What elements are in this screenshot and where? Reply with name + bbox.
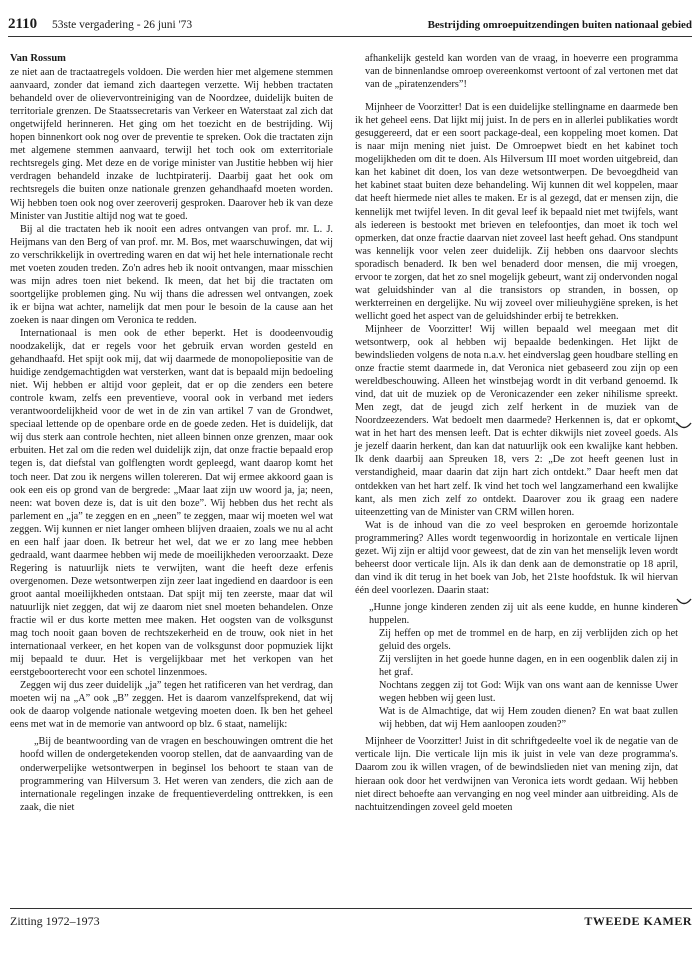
paragraph: Internationaal is men ook de ether beperkt. Het is doodeenvoudig noodzakelijk, dat er regels voor het gebruik ervan worden gesteld en gehandhaafd. Het spijt ook mij, dat wij daarmede de monopoliepositie van de huidige zendgemachtigden wat versterken, want dat is bepaald mijn bedoeling niet. Wij hebben er altijd voor gepleit, dat er op die zenders een betere controle kwam, zelfs een preventieve, vooral ook in verband met ieders verantwoordelijkheid voor de wet in de zin van artikel 7 van de Grondwet, speciaal lettende op de openbare orde en de goede zeden. Het is duidelijk, dat wij dus sterk aan controle hechten, niet alleen binnen onze grenzen, maar ook erbuiten. Het zal om die reden wel duidelijk zijn, dat onze fractie bepaald erop tegen is, dat diefstal van golflengten wordt gepleegd, want daarop komt het toch neer. Dat zou ik nergens willen tolereren. Dat wij ermee akkoord gaan is ook een eis op grond van de bergrede: „Maar laat zijn uw woord ja, ja; neen, neen: wat boven deze is, dat is uit den boze”. Wij hebben dus het recht als parlement en „ja” te zeggen en en „neen” te zeggen, maar wij moeten wel wat zeggen. Wij kunnen er niet langer omheen blijven draaien, zoals we nu al acht en een half jaar doen. Ik betreur het wel, dat we er zo lang mee hebben gedraald, want daarmee hebben wij mede de moeilijkheden veroorzaakt. Deze Regering is natuurlijk niets te verwijten, want die heeft deze erfenis overgenomen. Deze wetsontwerpen zijn zeer laat ingediend en daardoor is een groot aantal moeilijkheden ontstaan. Dat spijt mij ten zeerste, maar dat wil natuurlijk niet zeggen, dat wij ze daarom niet snel moeten behandelen. Onze fractie wil er dus korte metten mee maken. Het oogsten van de volksgunst mag toch nooit gaan boven de rechtszekerheid en de trouw, ook niet in het internationaal verkeer, en het kopen van de volksgunst door popmuziek lijkt mij bepaald te duur. Het is vergelijkbaar met het verkopen van het eerstgeboorterecht voor een schotel linzenmoes.	[10, 327, 333, 679]
verse-line: Wat is de Almachtige, dat wij Hem zouden dienen? En wat baat zullen wij hebben, dat wij Hem aanloopen zouden?”	[379, 706, 678, 731]
paragraph: Wat is de inhoud van die zo veel besproken en geroemde horizontale programmering? Alles wordt tegenwoordig in horizontale en verticale lijnen gezet. Wij zijn er altijd voor geweest, dat de zin van het menselijk leven wordt beheerst door verticale lijn. Als ik dan denk aan de demonstratie op 18 april, dan vind ik dit terug in het boek van Job, het 21ste hoofdstuk. Ik wil hiervan één deel voorlezen. Daarin staat:	[355, 519, 678, 596]
chamber-name: TWEEDE KAMER	[584, 914, 692, 928]
verse-line: Zij verslijten in het goede hunne dagen, en in een oogenblik dalen zij in het graf.	[379, 654, 678, 679]
verse-quote	[365, 601, 678, 731]
page-header	[8, 14, 692, 37]
running-title: Bestrijding omroepuitzendingen buiten nationaal gebied	[427, 19, 692, 31]
paragraph: Zeggen wij dus zeer duidelijk „ja” tegen het ratificeren van het verdrag, dan moeten wij na „A” ook „B” zeggen. Het is daarom vanzelfsprekend, dat wij ook de daarop volgende nationale wetgeving moeten doen. Ik ben het geheel eens met wat in de memorie van antwoord op blz. 6 staat, namelijk:	[10, 680, 333, 731]
verse-line: Zij heffen op met de trommel en de harp, en zij verblijden zich op het geluid des orgels.	[379, 628, 678, 653]
block-quote-continued	[365, 52, 678, 91]
quote-text: afhankelijk gesteld kan worden van de vraag, in hoeverre een programma van de binnenlandse omroep overeenkomst vertoont of zal vertonen met dat van de „piratenzenders”!	[365, 53, 678, 91]
page-number: 2110	[8, 16, 38, 32]
session-years: Zitting 1972–1973	[10, 914, 100, 928]
paragraph: Mijnheer de Voorzitter! Wij willen bepaald wel meegaan met dit wetsontwerp, ook al hebben wij bepaalde bedenkingen. Het lijkt de bewindslieden volgens de nota n.a.v. het eindverslag geen houdbare stelling en onze fractie stemt daarmede in, dat Veronica niet gebaseerd zou zijn op een wereldbeschouwing. Alleen het winstbejag wordt in dit verband genoemd. Ik vind, dat uit de muziek op de Veronicazender een zeker nihilisme spreekt. Men zegt, dat de jeugd zich zelf herkent in de muziek van de Noordzeezenders. Wat bedoelt men daarmede? Herkennen is, dat er opkomt, wat in het hart des mensen leeft. Dat is echter dikwijls niet zoveel goeds. Als je jezelf daarin herkent, dan kan dat natuurlijk ook een kwalijke kant hebben. Ik denk daarbij aan Spreuken 18, vers 2: „De zot heeft geenen lust in verstandigheid, maar daarin dat zijn hart zich ontdekt.” Daar heeft men dat ontdekken van het hart zelf. Ik vind het toch wel langzamerhand een kwalijke kant, als men zich zelf zo ontdekt. Daarover zou ik graag een nadere uiteenzetting van de Minister van CRM willen horen.	[355, 323, 678, 518]
verse-line: Nochtans zeggen zij tot God: Wijk van ons want aan de kennisse Uwer wegen hebben wij geen lust.	[379, 680, 678, 705]
quote-text: „Bij de beantwoording van de vragen en beschouwingen omtrent die het hoofd willen de ondergetekenden voorop stellen, dat de aanvaarding van de onderwerpelijke wetsontwerpen in beginsel los behoort te staan van de programmering van Hilversum 3. Het weren van zenders, die zich aan de internationale regelingen inzake de frequentieverdeling onttrekken, is een zaak, die niet	[20, 736, 333, 813]
page-footer	[10, 908, 692, 929]
paragraph: Mijnheer de Voorzitter! Dat is een duidelijke stellingname en daarmede ben ik het geheel eens. Dat lijkt mij juist. In de pers en in allerlei publikaties wordt gesuggereerd, dat er een soort package-deal, een koppeling moet komen. Dat is naar mijn mening niet juist. De Omroepwet biedt en het kabinet toch mogelijkheden om dit te doen. Als Hilversum III moet worden uitgebreid, dan kan het kabinet dit doen, los van deze wetsontwerpen. De bevoegdheid van het kabinet staat buiten deze behandeling. Wij kunnen dit wel koppelen, maar dat heeft hiermede niet alles te maken. Er is al gezegd, dat er mensen zijn, die kennelijk met twijfel leven. In dit geval leef ik bepaald niet met twijfels, want als iedereen is bestookt met brieven en telefoontjes, dan moet ik toch wel opmerken, dat onze fractie daarvan niet zoveel last heeft gehad. Ons standpunt was kennelijk voor velen zeer duidelijk. Zij hebben ons daarvoor slechts sporadisch benaderd. Ik ben wel benaderd door mensen, die mij vroegen, ervoor te zorgen, dat het zo snel mogelijk gebeurt, want zij ondervonden nogal wat geluidshinder van al die transistors op stranden, in bossen, op werkterreinen en dergelijke. Nu wij zoveel over milieuhygiëne spreken, is het wellicht goed het aspect van de geluidshinder erbij te betrekken.	[355, 102, 678, 322]
speaker-name: Van Rossum	[10, 53, 66, 64]
block-quote	[20, 735, 333, 813]
session-date: 53ste vergadering - 26 juni '73	[52, 19, 193, 31]
paragraph: ze niet aan de tractaatregels voldoen. Die werden hier met algemene stemmen aanvaard, zonder dat iemand zich daartegen verzette. Wij hebben tractaten behandeld over de olievervontreiniging van de Noordzee, duidelijk buiten de territoriale grenzen. De Staatssecretaris van Verkeer en Waterstaat zal zich dat ongetwijfeld herinneren. Het ging om het toezicht en de bestrijding. Wij hopen binnenkort ook nog over de preventie te spreken. Ook die tractaten zijn met algemene stemmen aanvaard, terwijl het toch ook om exterritoriale rechtsregels ging. Met deze en de vorige minister van Justitie hebben wij hier verdragen behandeld inzake de luchtpiraterij. Daarbij gaat het ook om rechtsregels die buiten onze nationale grenzen gehandhaafd moeten worden. Wij hebben toen ook nog over zeeroverij gesproken. Daarover heb ik van deze Minister van Justitie altijd nog wat te goed.	[10, 67, 333, 222]
verse-line: „Hunne jonge kinderen zenden zij uit als eene kudde, en hunne kinderen huppelen.	[369, 601, 678, 626]
left-column	[10, 52, 333, 818]
right-column	[355, 52, 678, 814]
margin-bracket-mark	[676, 420, 692, 432]
paragraph: Mijnheer de Voorzitter! Juist in dit schriftgedeelte voel ik de negatie van de verticale lijn. Die verticale lijn mis ik juist in vele van deze programma's. Daarom zou ik willen vragen, of de bewindslieden niet van mening zijn, dat hieraan ook door het verdwijnen van Veronica iets wordt gedaan. Wij hebben niet direct behoefte aan vervanging en nog veel minder aan uitbreiding. Als de nachtuitzendingen zoveel geld moeten	[355, 736, 678, 813]
paragraph: Bij al die tractaten heb ik nooit een adres ontvangen van prof. mr. L. J. Heijmans van den Berg of van prof. mr. M. Bos, met waarschuwingen, dat wij zo verschrikkelijk in overtreding waren en dat wij het hele internationale recht met voeten zouden treden. Zo'n adres heb ik nooit ontvangen, maar misschien was mijn adres toen niet bekend. Ik meen, dat het bij die tractaten om soortgelijke problemen ging. Nu wij thans die adressen wel ontvangen, zoek ik er bijna wat achter, namelijk dat men pour le besoin de la cause aan het zoeken is naar dingen om Veronica te redden.	[10, 223, 333, 326]
margin-bracket-mark	[676, 596, 692, 608]
